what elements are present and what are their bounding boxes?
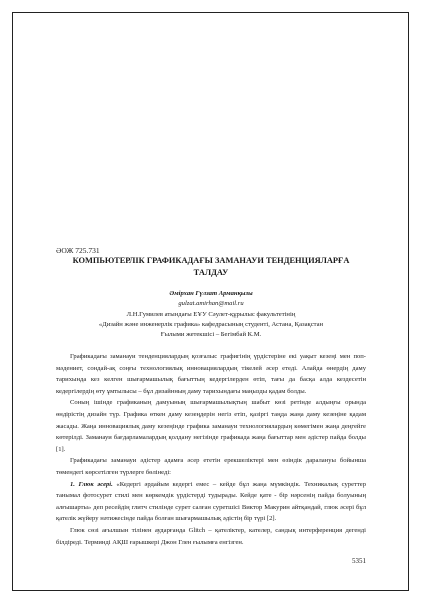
paragraph-4-text: «Кедергі әрдайым кедергі емес – кейде бұл жаңа мүмкіндік. Техникалық суреттер танымал фотосурет стилі мен көркемдік үрдістерді тудырады. Кейде қате - бір нәрсенің пайда болуының алғышарты» деп ресейдің глитч стилінде сурет салған суретшісі Виктор Макурин айтқандай, глюк әсері бұл қателік жүйеру нәтижесінде пайда болған шығармашылық әдістің бір түрі [2]. xyxy=(56,480,366,523)
author-affiliation-line-2: «Дизайн және инженерлік графика» кафедрасының студенті, Астана, Қазақстан xyxy=(98,321,324,328)
author-name: Әмірхан Гүлзат Арманқызы xyxy=(169,290,253,297)
author-affiliation-line-1: Л.Н.Гумилев атындағы ЕҰУ Сәулет-құрылыс факультетінің xyxy=(126,311,296,318)
paragraph-1: Графикадағы заманауи тенденциялардың қозғалыс графигінің үрдістеріне екі уақыт кезеңі мен поп-мәдениет, сондай-ақ соңғы технологиялық инновациялардың тікелей әсер етеді. Алайда өнердің даму тарихында кез келген шығармашылық бағыттың кедергілерден өтіп, тағы да басқа алда кездесетін кедергілердің өту ұмтылысы – бұл дизайнның даму тарихындағы маңызды қадам болды. xyxy=(56,353,366,395)
paragraph-2: Соның ішінде графиканың дамуының шығармашылықтың шабыт көзі ретінде алдыңғы орында өндірістің дизайн түр. Графика өткен даму кезеңдерін негіз етіп, қазіргі таңда жаңа даму кезеңіне қадам жасады. Жаңа инновациялық даму кезеңінде графика заманауи технологиялардың көмегімен жаңа деңгейге көтерілді. Заманауи бағдарламалардың қолдану негізінде графикада жаңа бағыттар мен әдістер пайда болды [1]. xyxy=(56,399,366,453)
paragraph-4-lead: 1. Глюк әсері. xyxy=(70,480,113,488)
supervisor: Ғылыми жетекшісі – Бегімбай К.М. xyxy=(160,331,262,338)
paragraph-4 xyxy=(56,479,366,525)
body-text xyxy=(56,351,366,548)
paragraph-5: Глюк сөзі ағылшын тілінен аударғанда Glitch – қателіктер, кателер, сандық интерференция дегенді білдіреді. Терминді АҚШ ғарышкері Джон Глен ғылымға енгізген. xyxy=(56,526,366,546)
udc-code: ӘОЖ 725.731 xyxy=(56,246,100,255)
paper-title: КОМПЬЮТЕРЛІК ГРАФИКАДАҒЫ ЗАМАНАУИ ТЕНДЕНЦИЯЛАРҒА ТАЛДАУ xyxy=(72,256,350,277)
paragraph-3: Графикадағы заманауи әдістер адамға әсер ететін ерекшеліктері мен өзіндік даралануы бойынша төмендегі көрсетілген түрлерге бөлінеді: xyxy=(56,457,366,476)
author-email: gulzat.amirhan@mail.ru xyxy=(178,300,244,307)
page-number: 5351 xyxy=(352,557,366,565)
